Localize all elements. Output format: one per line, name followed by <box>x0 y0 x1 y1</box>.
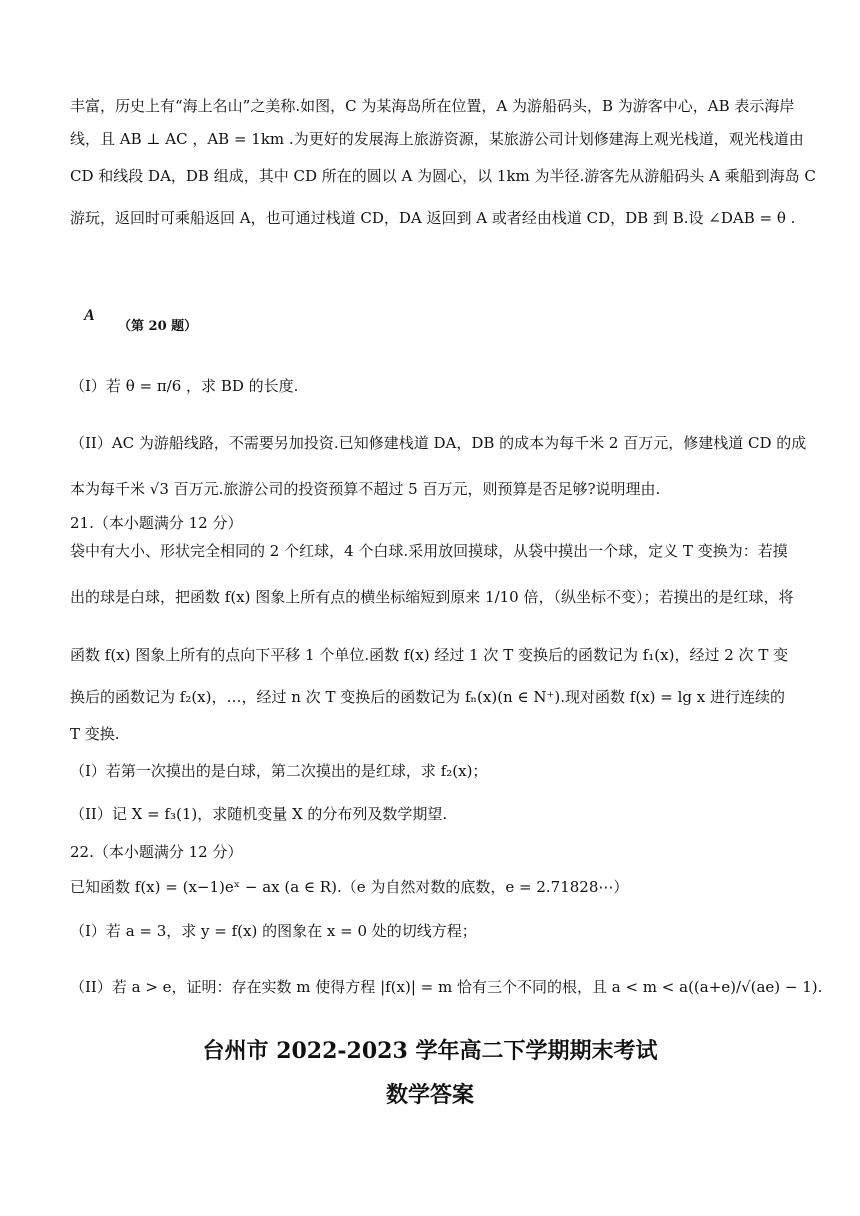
p21-line-5: T 变换. <box>70 725 120 743</box>
figure-caption: （第 20 题） <box>118 319 198 334</box>
p20-part2-line-1: （II）AC 为游船线路，不需要另加投资.已知修建栈道 DA，DB 的成本为每千米 2 百万元，修建栈道 CD 的成 <box>70 434 807 452</box>
p21-part1: （I）若第一次摸出的是白球，第二次摸出的是红球，求 f₂(x)； <box>70 762 488 780</box>
p21-line-2: 出的球是白球，把函数 f(x) 图象上所有点的横坐标缩短到原来 1/10 倍，（纵坐标不变）；若摸出的是红球，将 <box>70 588 794 606</box>
p20-intro-line-3: CD 和线段 DA，DB 组成，其中 CD 所在的圆以 A 为圆心，以 1km 为半径.游客先从游船码头 A 乘船到海岛 C <box>70 167 816 185</box>
answer-subtitle: 数学答案 <box>385 1082 474 1108</box>
answer-title: 台州市 2022-2023 学年高二下学期期末考试 <box>202 1038 658 1064</box>
p22-part2: （II）若 a > e，证明：存在实数 m 使得方程 |f(x)| = m 恰有三个不同的根，且 a < m < a((a+e)/√(ae) − 1). <box>70 978 823 996</box>
p21-part2: （II）记 X = f₃(1)，求随机变量 X 的分布列及数学期望. <box>70 805 448 823</box>
figure-point-label: A <box>84 307 95 324</box>
p20-part1: （I）若 θ = π/6 ，求 BD 的长度. <box>70 377 299 395</box>
p21-header: 21.（本小题满分 12 分） <box>70 514 243 532</box>
figure-area <box>70 305 790 345</box>
p20-part2-line-2: 本为每千米 √3 百万元.旅游公司的投资预算不超过 5 百万元，则预算是否足够?说明理由. <box>70 480 661 498</box>
p22-header: 22.（本小题满分 12 分） <box>70 843 243 861</box>
p20-intro-line-4: 游玩，返回时可乘船返回 A，也可通过栈道 CD，DA 返回到 A 或者经由栈道 CD，DB 到 B.设 ∠DAB = θ . <box>70 209 796 227</box>
p20-intro-line-2: 线，且 AB ⊥ AC ，AB = 1km .为更好的发展海上旅游资源，某旅游公司计划修建海上观光栈道，观光栈道由 <box>70 130 804 148</box>
p22-part1: （I）若 a = 3，求 y = f(x) 的图象在 x = 0 处的切线方程； <box>70 922 477 940</box>
p22-stem: 已知函数 f(x) = (x−1)eˣ − ax (a ∈ R).（e 为自然对数的底数，e = 2.71828⋯） <box>70 878 629 896</box>
p21-line-3: 函数 f(x) 图象上所有的点向下平移 1 个单位.函数 f(x) 经过 1 次 T 变换后的函数记为 f₁(x)，经过 2 次 T 变 <box>70 646 789 664</box>
p21-line-4: 换后的函数记为 f₂(x)，…，经过 n 次 T 变换后的函数记为 fₙ(x)(n ∈ N⁺).现对函数 f(x) = lg x 进行连续的 <box>70 688 786 706</box>
p20-intro-line-1: 丰富，历史上有“海上名山”之美称.如图，C 为某海岛所在位置，A 为游船码头，B 为游客中心，AB 表示海岸 <box>70 97 795 115</box>
p21-line-1: 袋中有大小、形状完全相同的 2 个红球，4 个白球.采用放回摸球，从袋中摸出一个球，定义 T 变换为：若摸 <box>70 542 788 560</box>
